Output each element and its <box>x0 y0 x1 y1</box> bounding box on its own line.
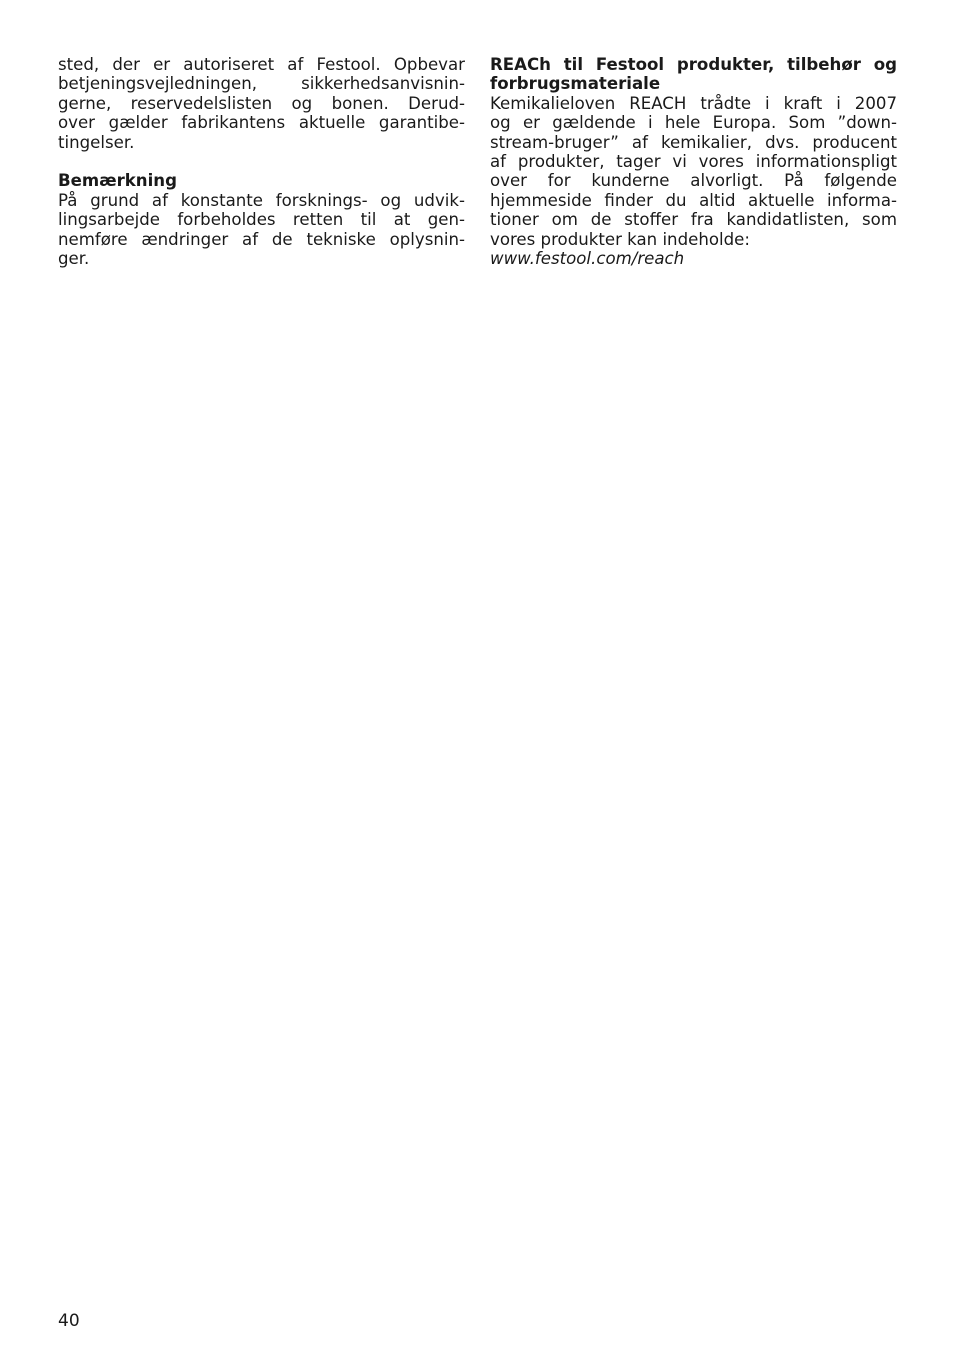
text-line: På grund af konstante forsknings- og udvik- <box>58 190 465 210</box>
paragraph-gap <box>58 152 465 171</box>
note-heading: Bemærkning <box>58 171 177 191</box>
reach-heading <box>490 55 897 94</box>
text-line: af produkter, tager vi vores informationspligt <box>490 152 897 172</box>
note-paragraph <box>58 191 465 269</box>
text-line: lingsarbejde forbeholdes retten til at gen- <box>58 210 465 230</box>
text-line: gerne, reservedelslisten og bonen. Derud- <box>58 93 465 113</box>
text-line: betjeningsvejledningen, sikkerhedsanvisnin- <box>58 74 465 94</box>
right-column <box>490 55 897 268</box>
warranty-paragraph <box>58 55 465 152</box>
text-line: nemføre ændringer af de tekniske oplysnin- <box>58 229 465 249</box>
reach-url-link[interactable]: www.festool.com/reach <box>490 249 685 269</box>
text-line: hjemmeside finder du altid aktuelle informa- <box>490 190 897 210</box>
heading-line: REACh til Festool produkter, tilbehør og <box>490 55 897 74</box>
text-line: ger. <box>58 249 90 269</box>
text-line: Kemikalieloven REACH trådte i kraft i 2007 <box>490 93 897 113</box>
text-line: vores produkter kan indeholde: <box>490 229 750 249</box>
text-line: tingelser. <box>58 132 135 152</box>
heading-line: forbrugsmateriale <box>490 74 661 94</box>
text-line: stream-bruger” af kemikalier, dvs. producent <box>490 132 897 152</box>
left-column <box>58 55 465 268</box>
text-line: over for kunderne alvorligt. På følgende <box>490 171 897 191</box>
reach-paragraph <box>490 94 897 249</box>
text-line: sted, der er autoriseret af Festool. Opbevar <box>58 55 465 74</box>
page-number: 40 <box>58 1311 80 1331</box>
text-line: tioner om de stoffer fra kandidatlisten, som <box>490 210 897 230</box>
text-line: over gælder fabrikantens aktuelle garantibe- <box>58 113 465 133</box>
text-line: og er gældende i hele Europa. Som ”down- <box>490 113 897 133</box>
